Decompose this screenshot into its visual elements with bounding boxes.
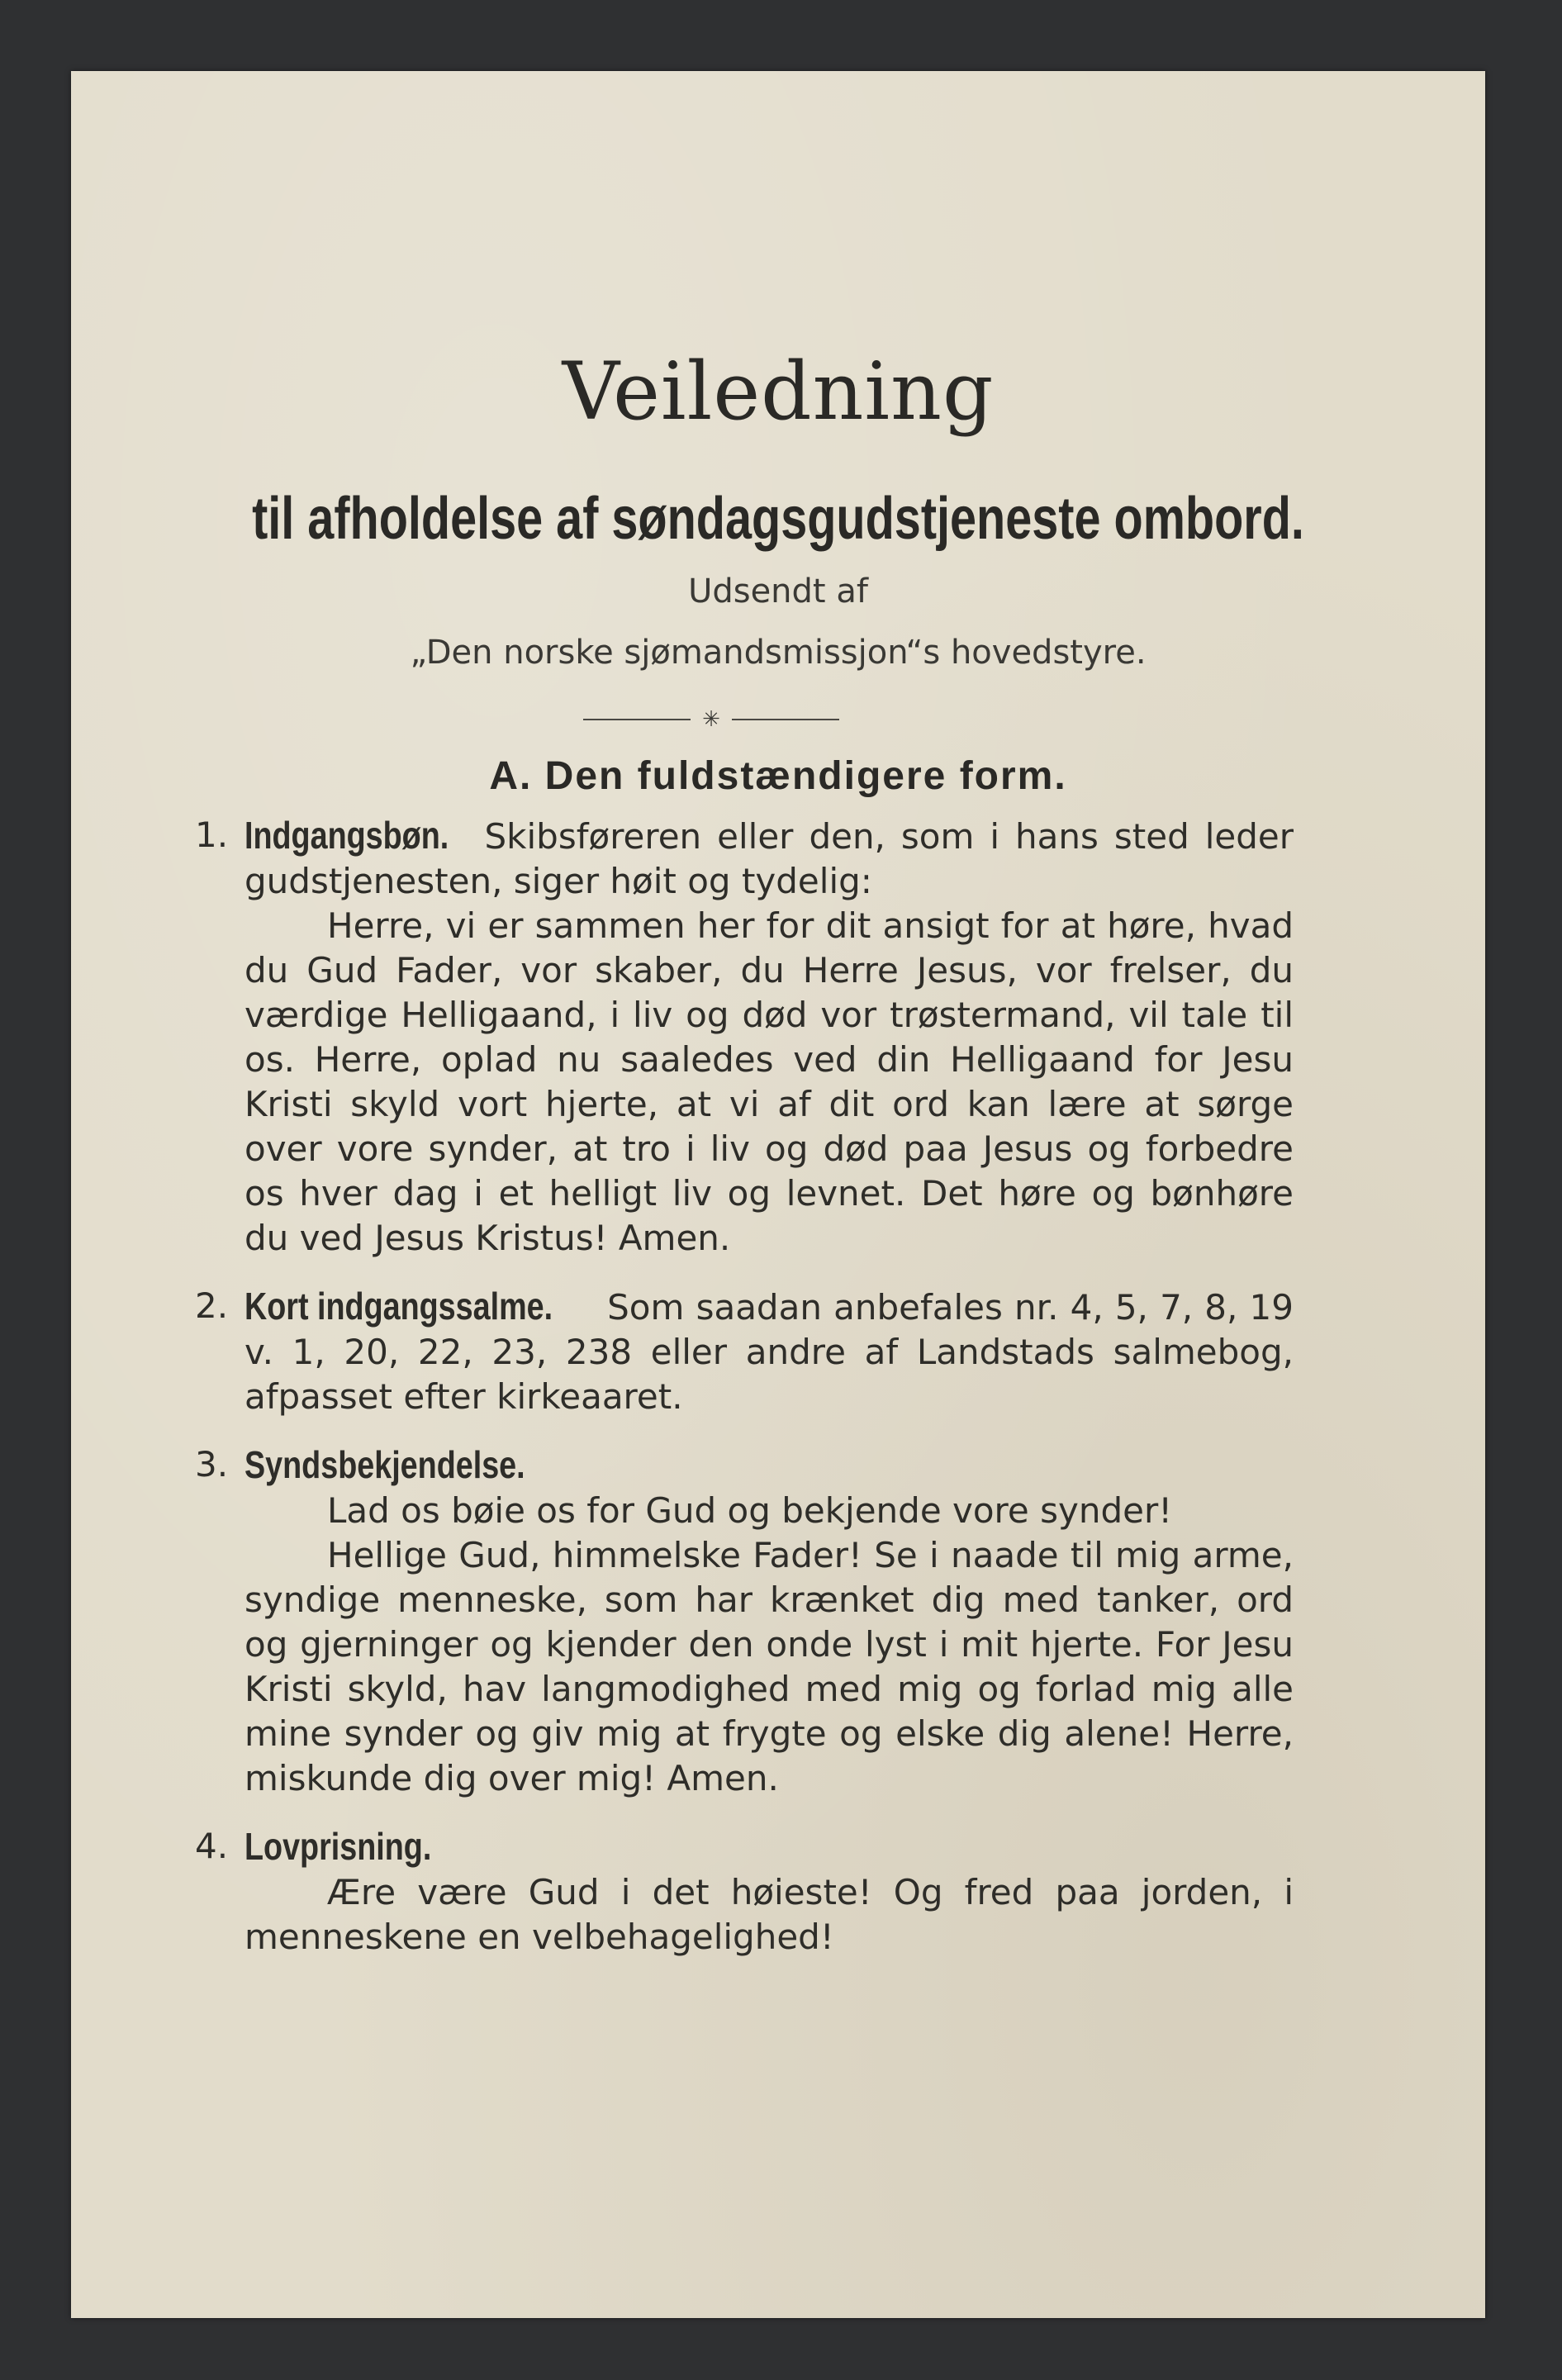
item-number: 2. xyxy=(195,1285,229,1326)
list-item xyxy=(195,1824,1294,1960)
ornamental-divider xyxy=(583,707,839,732)
list-item xyxy=(195,1442,1294,1801)
document-title: Veiledning xyxy=(562,345,995,438)
list-item xyxy=(195,1284,1294,1419)
sent-by-line: Udsendt af xyxy=(688,572,868,610)
divider-line-left xyxy=(583,719,691,720)
item-title: Indgangsbøn. xyxy=(245,814,449,857)
item-title: Kort indgangssalme. xyxy=(245,1285,553,1328)
item-title: Syndsbekjendelse. xyxy=(245,1443,525,1486)
item-title: Lovprisning. xyxy=(245,1825,432,1868)
item-number: 3. xyxy=(195,1444,229,1485)
asterisk-ornament-icon: ✳ xyxy=(702,707,720,732)
item-number: 1. xyxy=(195,815,229,855)
document-page xyxy=(71,71,1485,2318)
item-paragraph: Herre, vi er sammen her for dit ansigt for at høre, hvad du Gud Fader, vor skaber, du Herre Jesus, vor frelser, du værdige Helligaand, i liv og død vor trøstermand, vil tale til os. Herre, oplad nu saaledes ved din Helligaand for Jesu Kristi skyld vort hjerte, at vi af dit ord kan lære at sørge over vore synder, at tro i liv og død paa Jesus og forbedre os hver dag i et helligt liv og levnet. Det høre og bønhøre du ved Jesus Kristus! Amen. xyxy=(245,905,1294,1258)
list-item xyxy=(195,813,1294,1261)
document-subtitle: til afholdelse af søndagsgudstjeneste ombord. xyxy=(252,486,1304,552)
instruction-list xyxy=(195,813,1294,1983)
divider-line-right xyxy=(732,719,839,720)
item-paragraph: Lad os bøie os for Gud og bekjende vore synder! xyxy=(327,1490,1173,1531)
item-lead-text: Som saadan anbefales nr. 4, 5, 7, 8, 19 v. 1, 20, 22, 23, 238 eller andre af Landstads salmebog, afpasset efter kirkeaaret. xyxy=(245,1287,1294,1417)
item-paragraph: Ære være Gud i det høieste! Og fred paa jorden, i menneskene en velbehagelighed! xyxy=(245,1872,1294,1957)
publisher-line: „Den norske sjømandsmissjon“s hovedstyre. xyxy=(410,634,1147,672)
item-lead-text: Skibsføreren eller den, som i hans sted leder gudstjenesten, siger høit og tydelig: xyxy=(245,816,1294,901)
item-paragraph: Hellige Gud, himmelske Fader! Se i naade til mig arme, syndige menneske, som har krænket dig med tanker, ord og gjerninger og kjender den onde lyst i mit hjerte. For Jesu Kristi skyld, hav langmodighed med mig og forlad mig alle mine synder og giv mig at frygte og elske dig alene! Herre, miskunde dig over mig! Amen. xyxy=(245,1535,1294,1798)
item-number: 4. xyxy=(195,1826,229,1866)
section-heading: A. Den fuldstændigere form. xyxy=(489,754,1067,798)
